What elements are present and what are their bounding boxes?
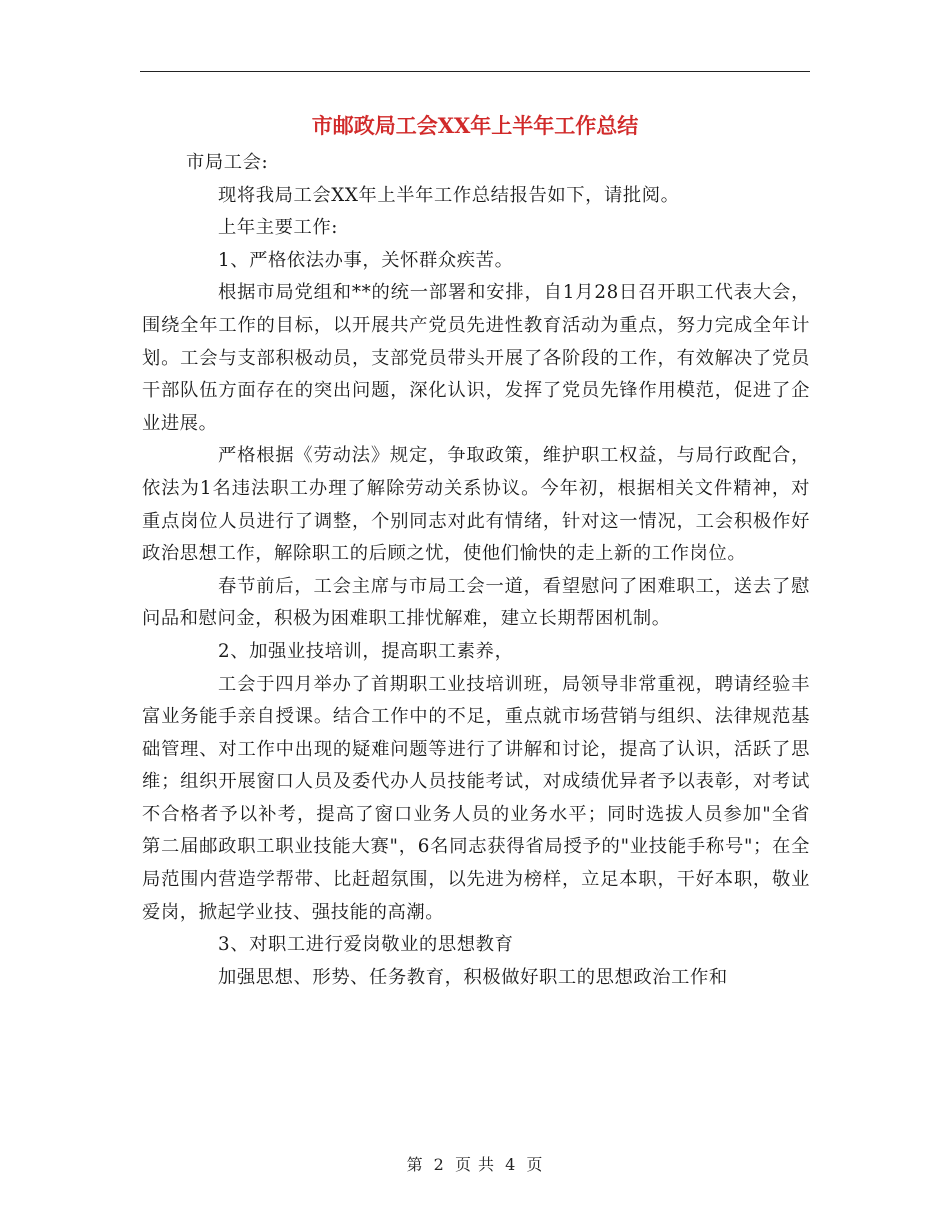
section-heading-1: 1、严格依法办事，关怀群众疾苦。 [218, 249, 514, 271]
footer-suffix: 页 [526, 1155, 544, 1174]
section-heading-main-work: 上年主要工作: [218, 217, 339, 239]
section-heading-3: 3、对职工进行爱岗敬业的思想教育 [218, 934, 514, 956]
paragraph-intro: 现将我局工会XX年上半年工作总结报告如下，请批阅。 [218, 184, 680, 206]
paragraph-2a: 工会于四月举办了首期职工业技培训班，局领导非常重视，聘请经验丰富业务能手亲自授课。结合工作中的不足，重点就市场营销与组织、法律规范基础管理、对工作中出现的疑难问题等进行了讲解和讨论，提高了认识，活跃了思维；组织开展窗口人员及委代办人员技能考试，对成绩优异者予以表彰，对考试不合格者予以补考，提高了窗口业务人员的业务水平；同时选拔人员参加"全省第二届邮政职工职业技能大赛"，6名同志获得省局授予的"业技能手称号"；在全局范围内营造学帮带、比赶超氛围，以先进为榜样，立足本职，干好本职，敬业爱岗，掀起学业技、强技能的高潮。 [142, 673, 810, 923]
document-title: 市邮政局工会XX年上半年工作总结 [311, 113, 639, 138]
paragraph-1a: 根据市局党组和**的统一部署和安排，自1月28日召开职工代表大会，围绕全年工作的目标，以开展共产党员先进性教育活动为重点，努力完成全年计划。工会与支部积极动员，支部党员带头开展了各阶段的工作，有效解决了党员干部队伍方面存在的突出问题，深化认识，发挥了党员先锋作用模范，促进了企业进展。 [142, 282, 810, 434]
paragraph-1b: 严格根据《劳动法》规定，争取政策，维护职工权益，与局行政配合，依法为1名违法职工办理了解除劳动关系协议。今年初，根据相关文件精神，对重点岗位人员进行了调整，个别同志对此有情绪，针对这一情况，工会积极作好政治思想工作，解除职工的后顾之忧，使他们愉快的走上新的工作岗位。 [142, 445, 810, 565]
footer-page-number: 2 [433, 1155, 445, 1174]
footer-prefix: 第 [406, 1155, 424, 1174]
footer-middle: 页 共 [454, 1155, 496, 1174]
document-body [142, 147, 810, 994]
salutation: 市局工会: [186, 152, 269, 173]
page-footer [0, 1153, 950, 1177]
footer-total-pages: 4 [505, 1155, 517, 1174]
paragraph-1c: 春节前后，工会主席与市局工会一道，看望慰问了困难职工，送去了慰问品和慰问金，积极为困难职工排忧解难，建立长期帮困机制。 [142, 575, 810, 630]
section-heading-2: 2、加强业技培训，提高职工素养， [218, 640, 514, 662]
paragraph-3a: 加强思想、形势、任务教育，积极做好职工的思想政治工作和 [218, 966, 728, 988]
header-rule [140, 71, 810, 72]
